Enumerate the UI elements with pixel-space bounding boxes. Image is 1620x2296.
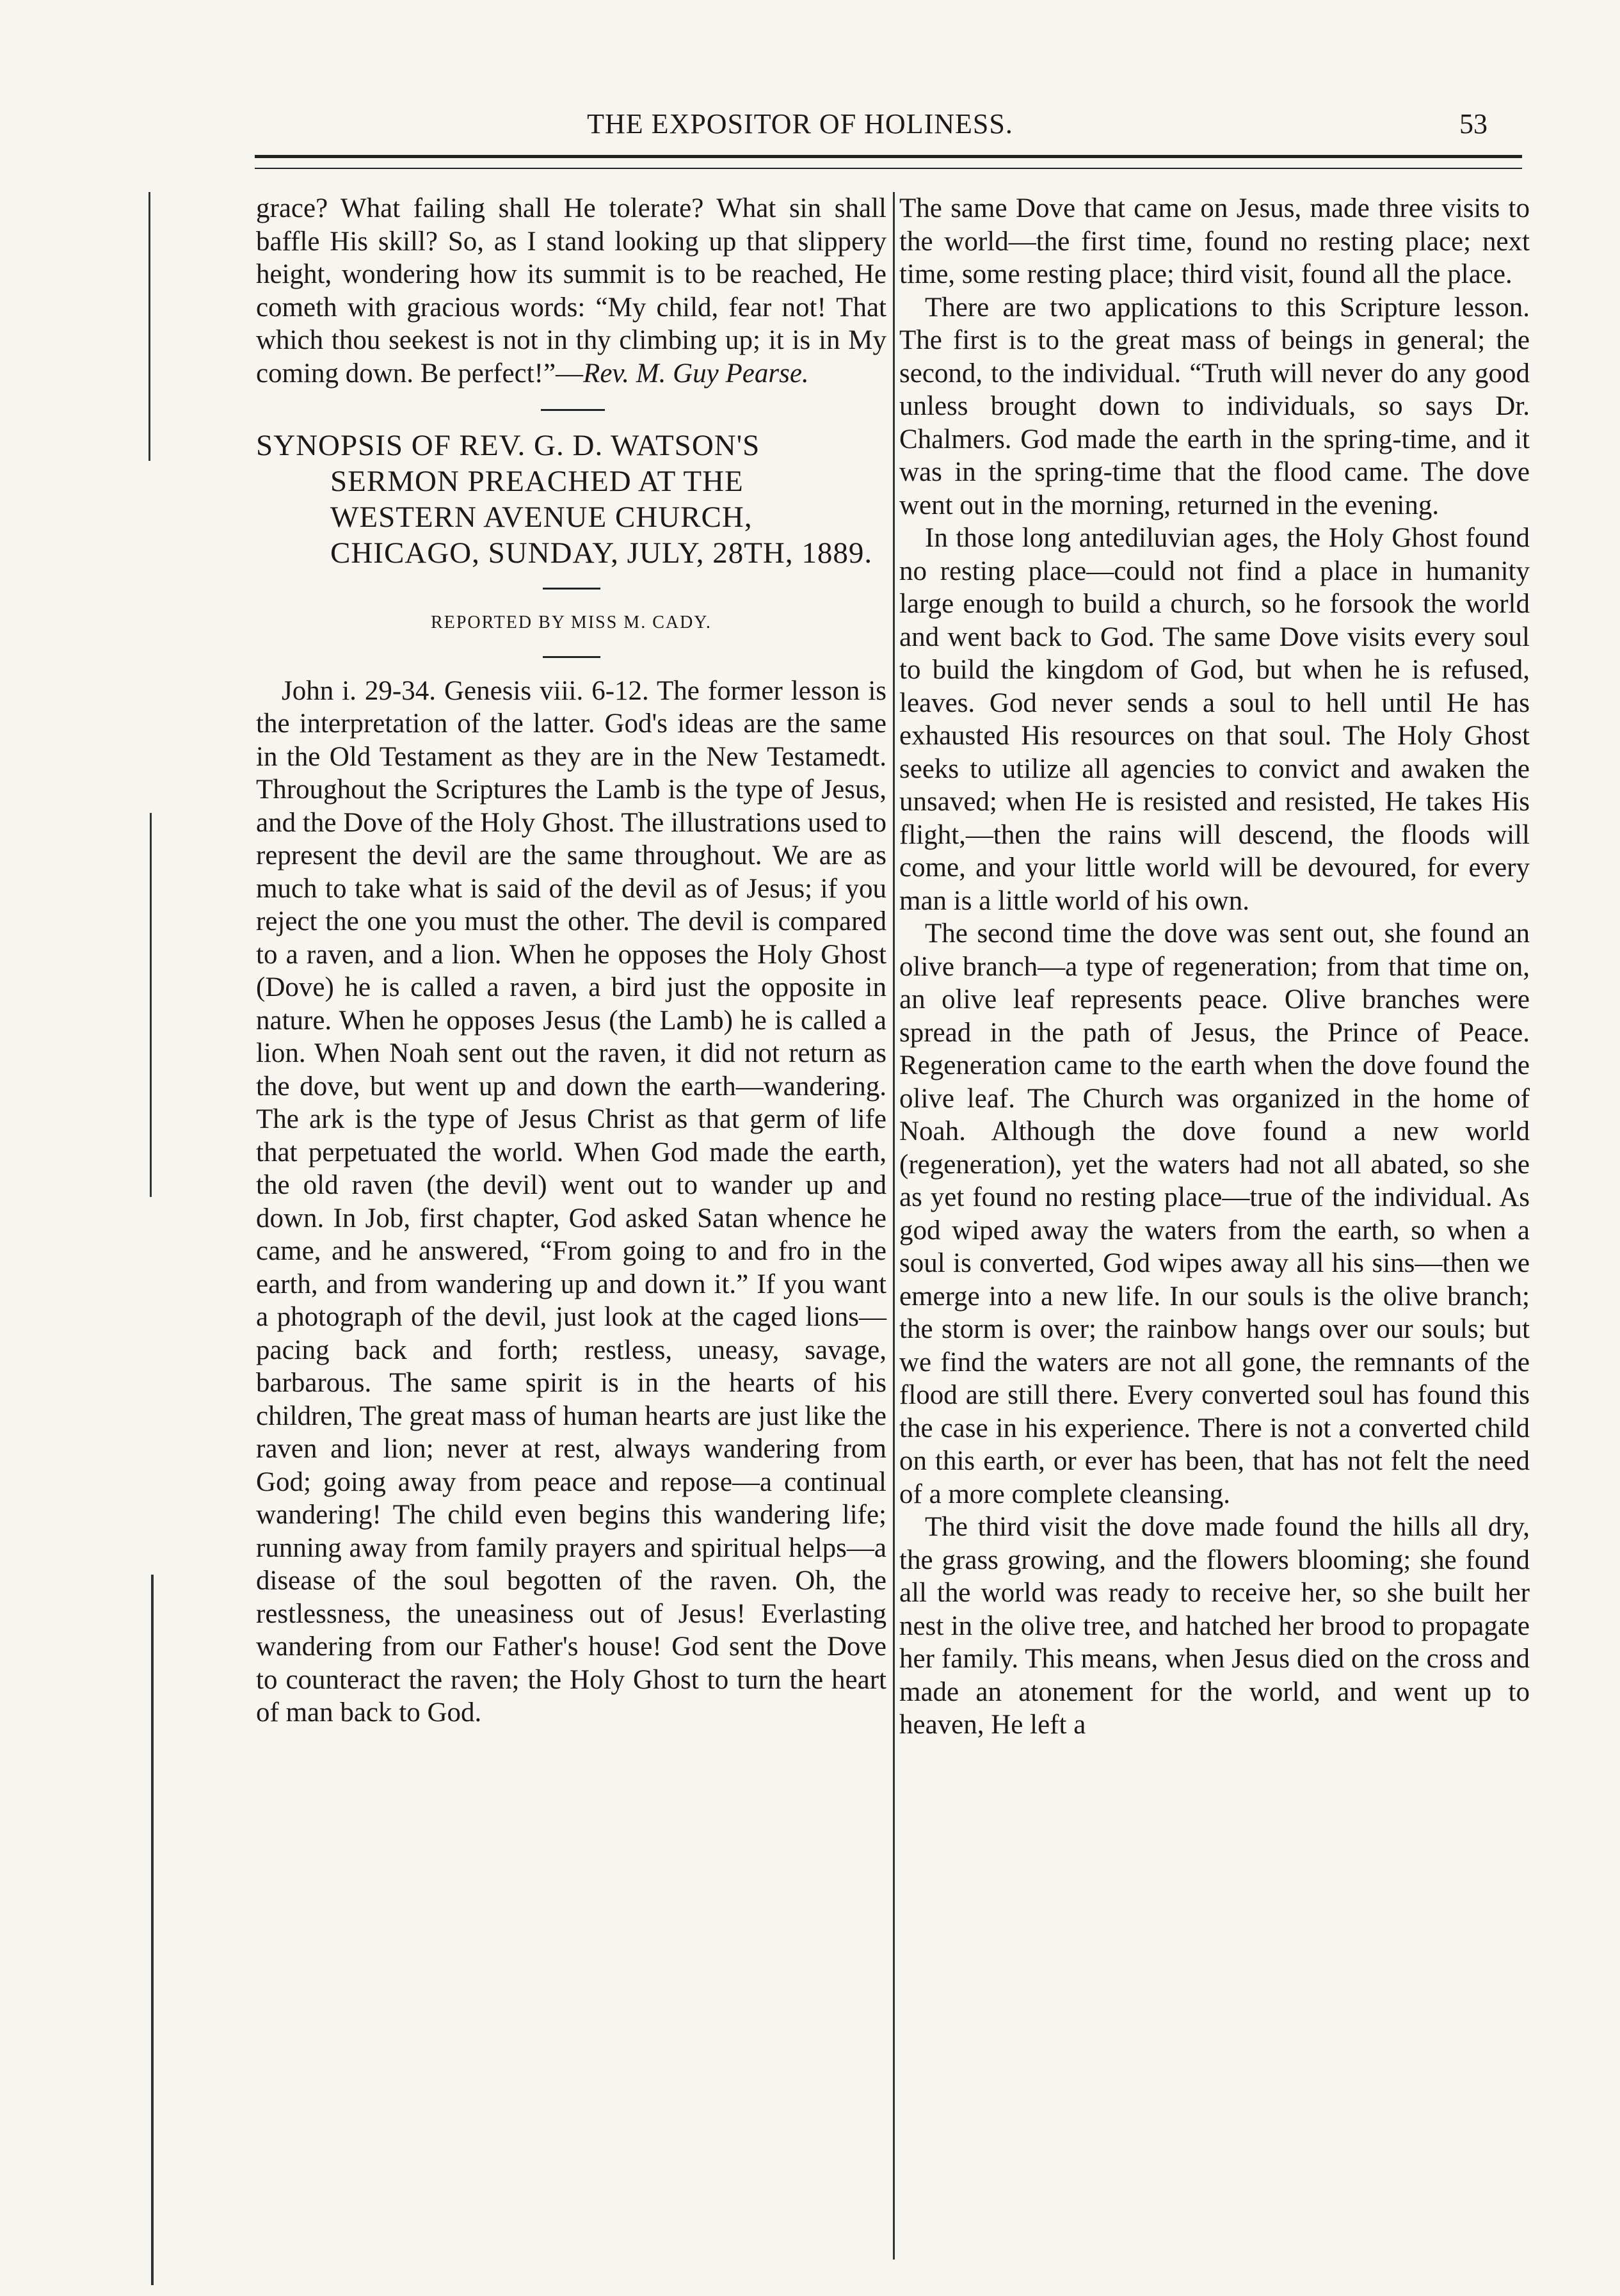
heading-rule <box>543 588 600 590</box>
paragraph: The third visit the dove made found the hills all dry, the grass growing, and the flowers blooming; she found all the world was ready to receive her, so she built her nest in the olive tree, and hatched her brood to propagate her family. This means, when Jesus died on the cross and made an atonement for the world, and went up to heaven, He left a <box>899 1512 1530 1740</box>
paragraph: In those long antediluvian ages, the Holy Ghost found no resting place—could not find a place in humanity large enough to build a church, so he forsook the world and went back to God. The same Dove visits every soul to build the kingdom of God, but when he is refused, leaves. God never sends a soul to hell until He has exhausted His resources on that soul. The Holy Ghost seeks to utilize all agencies to convict and awaken the unsaved; when He is resisted and resisted, He takes His flight,—then the rains will descend, the floods will come, and your little world will be devoured, for every man is a little world of his own. <box>899 523 1530 916</box>
left-column <box>256 192 886 1730</box>
paragraph: There are two applications to this Scripture lesson. The first is to the great mass of beings in general; the second, to the individual. “Truth will never do any good unless brought down to individuals, so says Dr. Chalmers. God made the earth in the spring-time, and it was in the spring-time that the flood came. The dove went out in the morning, returned in the evening. <box>899 292 1530 520</box>
paragraph: The second time the dove was sent out, she found an olive branch—a type of regeneration; from that time on, an olive leaf represents peace. Olive branches were spread in the path of Jesus, the Prince of Peace. Regeneration came to the earth when the dove found the olive leaf. The Church was organized in the home of Noah. Although the dove found a new world (regeneration), yet the waters had not all abated, so she as yet found no resting place—true of the individual. As god wiped away the waters from the earth, so when a soul is converted, God wipes away all his sins—then we emerge into a new life. In our souls is the olive branch; the storm is over; the rainbow hangs over our souls; but we find the waters are not all gone, the remnants of the flood are still there. Every converted soul has found this the case in his experience. There is not a converted child on this earth, or ever has been, that has not felt the need of a more complete cleansing. <box>899 919 1530 1509</box>
page-edge-mark <box>148 192 150 461</box>
header-rule-thin <box>255 168 1522 169</box>
right-column <box>899 192 1530 1742</box>
page-number: 53 <box>1459 108 1488 140</box>
reporter-rule <box>543 656 600 658</box>
running-head-title: THE EXPOSITOR OF HOLINESS. <box>587 108 1013 140</box>
opening-signature: Rev. M. Guy Pearse. <box>583 358 809 389</box>
section-rule <box>541 409 605 411</box>
paragraph: The same Dove that came on Jesus, made three visits to the world—the first time, found no resting place; next time, some resting place; third visit, found all the place. <box>899 193 1530 289</box>
opening-paragraph-text: grace? What failing shall He tolerate? What sin shall baffle His skill? So, as I stand looking up that slippery height, wondering how its summit is to be reached, He cometh with gracious words: “My child, fear not! That which thou seekest is not in thy climbing up; it is in My coming down. Be perfect!”— <box>256 193 886 389</box>
column-divider <box>893 192 895 2260</box>
page-edge-mark <box>151 1575 154 2285</box>
body-paragraph: John i. 29-34. Genesis viii. 6-12. The former lesson is the interpretation of the latter. God's ideas are the same in the Old Testament as they are in the New Testamedt. Throughout the Scriptures the Lamb is the type of Jesus, and the Dove of the Holy Ghost. The illustrations used to represent the devil are the same throughout. We are as much to take what is said of the devil as of Jesus; if you reject the one you must the other. The devil is compared to a raven, and a lion. When he opposes the Holy Ghost (Dove) he is called a raven, a bird just the opposite in nature. When he opposes Jesus (the Lamb) he is called a lion. When Noah sent out the raven, it did not return as the dove, but went up and down the earth—wandering. The ark is the type of Jesus Christ as that germ of life that perpetuated the world. When God made the earth, the old raven (the devil) went out to wander up and down. In Job, first chapter, God asked Satan whence he came, and he answered, “From going to and fro in the earth, and from wandering up and down it.” If you want a photograph of the devil, just look at the caged lions—pacing back and forth; restless, uneasy, savage, barbarous. The same spirit is in the hearts of his children, The great mass of human hearts are just like the raven and lion; never at rest, always wandering from God; going away from peace and repose—a continual wandering! The child even begins this wandering life; running away from family prayers and spiritual helps—a disease of the soul begotten of the raven. Oh, the restlessness, the uneasiness out of Jesus! Everlasting wandering from our Father's house! God sent the Dove to counteract the raven; the Holy Ghost to turn the heart of man back to God. <box>256 675 886 1728</box>
sermon-heading: SYNOPSIS OF REV. G. D. WATSON'S SERMON PREACHED AT THE WESTERN AVENUE CHURCH, CHICAGO, SUNDAY, JULY, 28TH, 1889. <box>256 429 873 570</box>
reporter-credit: REPORTED BY MISS M. CADY. <box>431 613 712 632</box>
header-rule-thick <box>255 155 1522 158</box>
opening-paragraph <box>256 192 886 390</box>
page-edge-mark <box>150 813 152 1197</box>
